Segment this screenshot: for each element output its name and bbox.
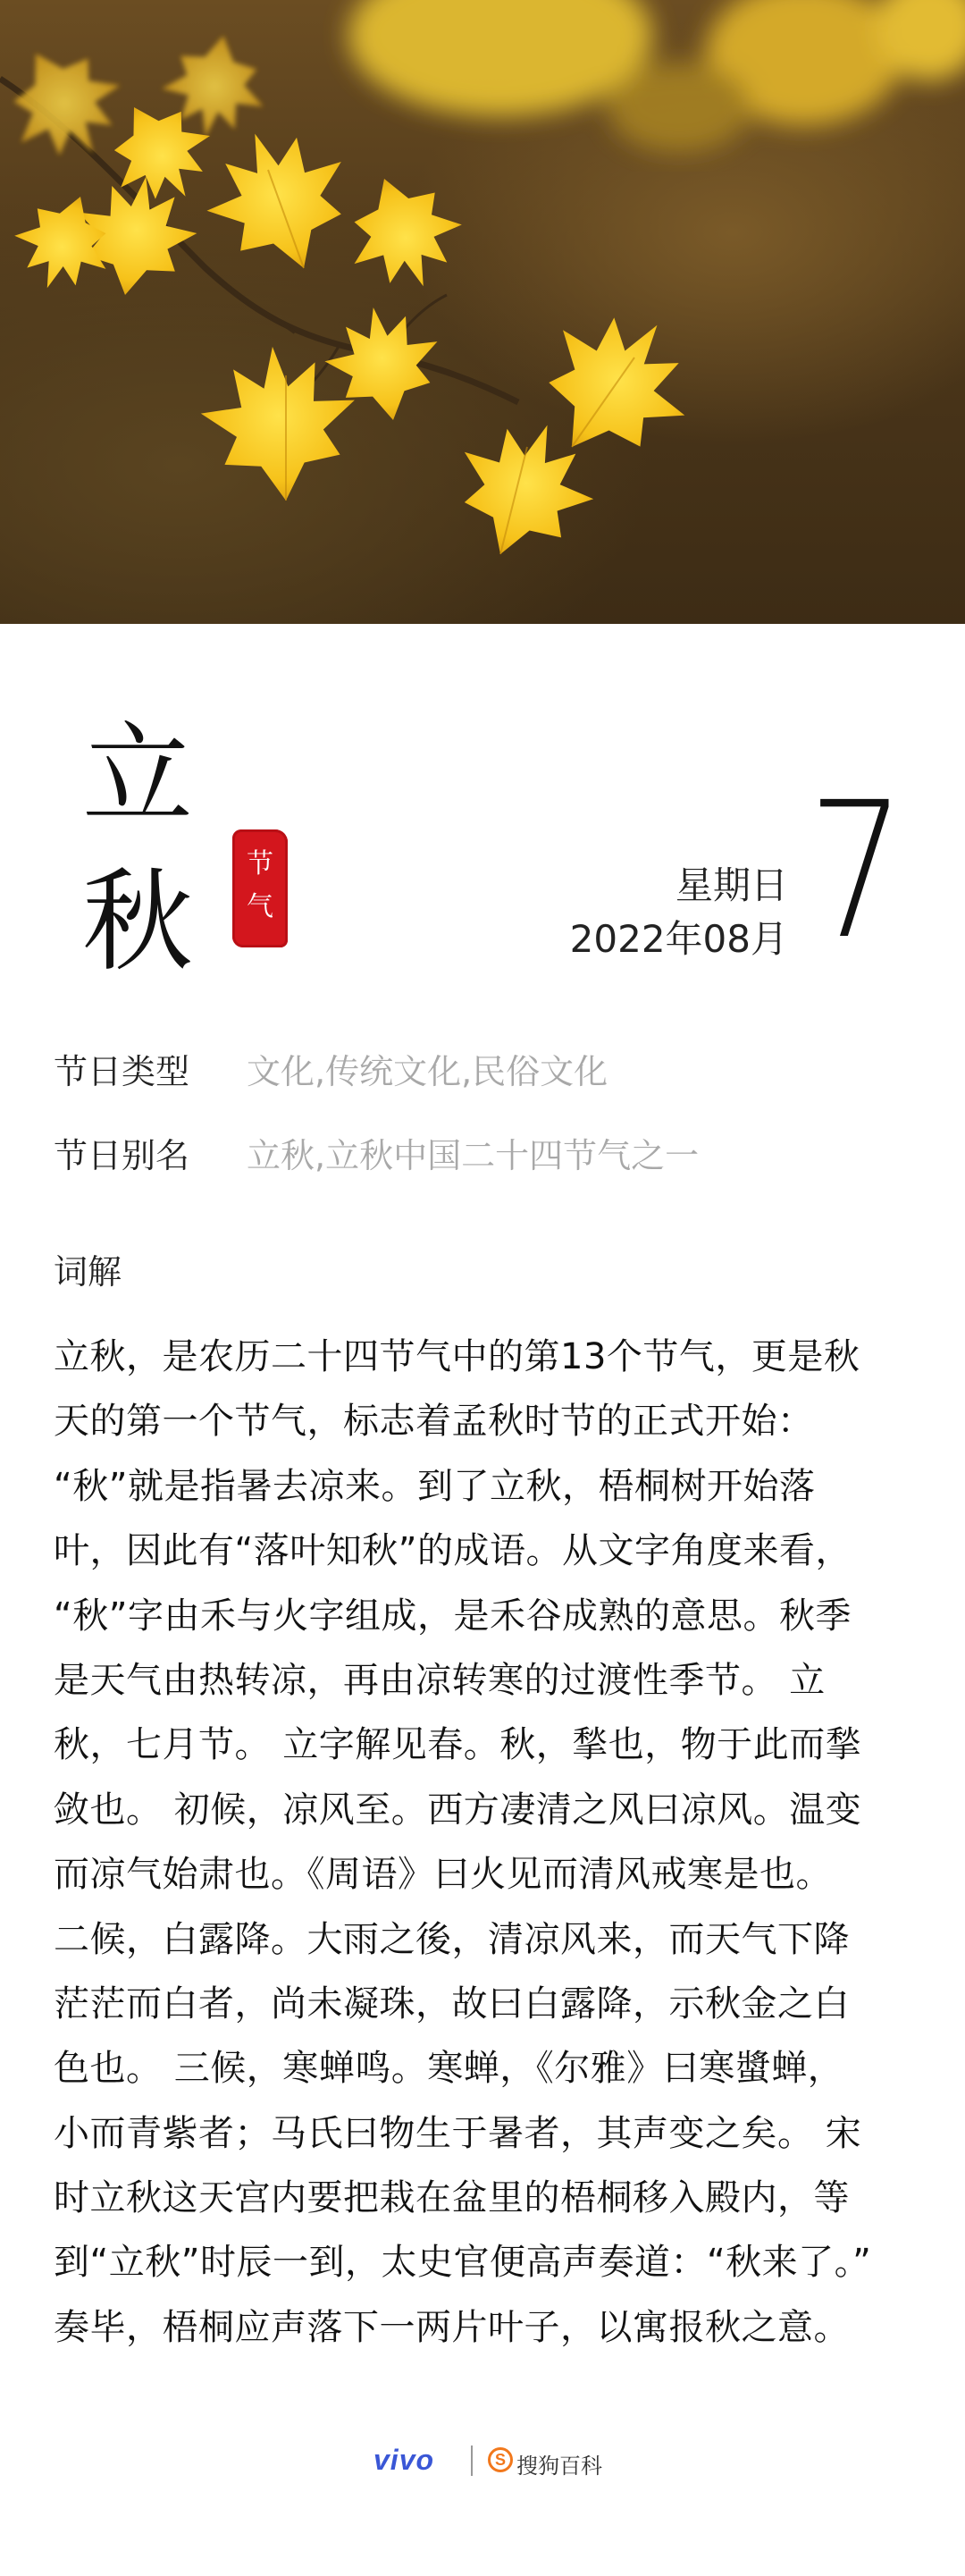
explanation-line: 而凉气始肃也。《周语》曰火见而清风戒寒是也。	[54, 1854, 832, 1896]
day-number: 7	[808, 762, 906, 981]
festival-type-label: 节日类型	[54, 1052, 190, 1091]
explanation-line: 秋，七月节。 立字解见春。秋，揫也，物于此而揫	[54, 1724, 862, 1766]
festival-alias-label: 节日别名	[54, 1136, 190, 1175]
solar-term-seal	[232, 829, 288, 947]
festival-title-char-2: 秋	[82, 858, 194, 987]
year-month-label: 2022年08月	[569, 917, 788, 961]
seal-text-2: 气	[247, 891, 273, 922]
explanation-line: 叶，因此有“落叶知秋”的成语。从文字角度来看，	[54, 1530, 852, 1572]
festival-alias-value: 立秋,立秋中国二十四节气之一	[247, 1136, 700, 1175]
festival-type-value: 文化,传统文化,民俗文化	[247, 1052, 608, 1091]
explanation-line: 茫茫而白者，尚未凝珠，故曰白露降，示秋金之白	[54, 1983, 850, 2025]
footer-branding	[0, 2440, 965, 2485]
seal-text-1: 节	[247, 848, 273, 880]
explanation-body	[54, 1325, 911, 2360]
explanation-line: 天的第一个节气，标志着孟秋时节的正式开始：	[54, 1401, 814, 1443]
maple-leaves-illustration	[0, 0, 965, 624]
festival-title-char-1: 立	[82, 711, 194, 840]
explanation-line: 立秋，是农历二十四节气中的第13个节气，更是秋	[54, 1336, 860, 1377]
weekday-label: 星期日	[675, 863, 788, 907]
explanation-line: 奏毕，梧桐应声落下一两片叶子，以寓报秋之意。	[54, 2306, 850, 2348]
explanation-line: 色也。 三候，寒蝉鸣。寒蝉，《尔雅》曰寒螿蝉，	[54, 2048, 844, 2090]
explanation-line: 二候，白露降。大雨之後，清凉风来，而天气下降	[54, 1918, 850, 1960]
explanation-line: “秋”就是指暑去凉来。到了立秋，梧桐树开始落	[54, 1465, 816, 1507]
explanation-line: 小而青紫者；马氏曰物生于暑者，其声变之矣。 宋	[54, 2112, 862, 2154]
sogou-baike-label: 搜狗百科	[516, 2454, 602, 2479]
vivo-logo: vivo	[373, 2444, 435, 2476]
hero-image	[0, 0, 965, 624]
explanation-line: “秋”字由禾与火字组成，是禾谷成熟的意思。秋季	[54, 1595, 852, 1637]
footer-divider	[471, 2446, 473, 2476]
explanation-line: 到“立秋”时辰一到，太史官便高声奏道：“秋来了。”	[54, 2242, 872, 2284]
explanation-line: 时立秋这天宫内要把栽在盆里的梧桐移入殿内，等	[54, 2177, 850, 2219]
explanation-heading: 词解	[54, 1252, 122, 1292]
sogou-logo-icon: S	[488, 2447, 513, 2472]
explanation-line: 敛也。 初候，凉风至。西方凄清之风曰凉风。温变	[54, 1789, 862, 1831]
explanation-line: 是天气由热转凉，再由凉转寒的过渡性季节。 立	[54, 1659, 826, 1701]
